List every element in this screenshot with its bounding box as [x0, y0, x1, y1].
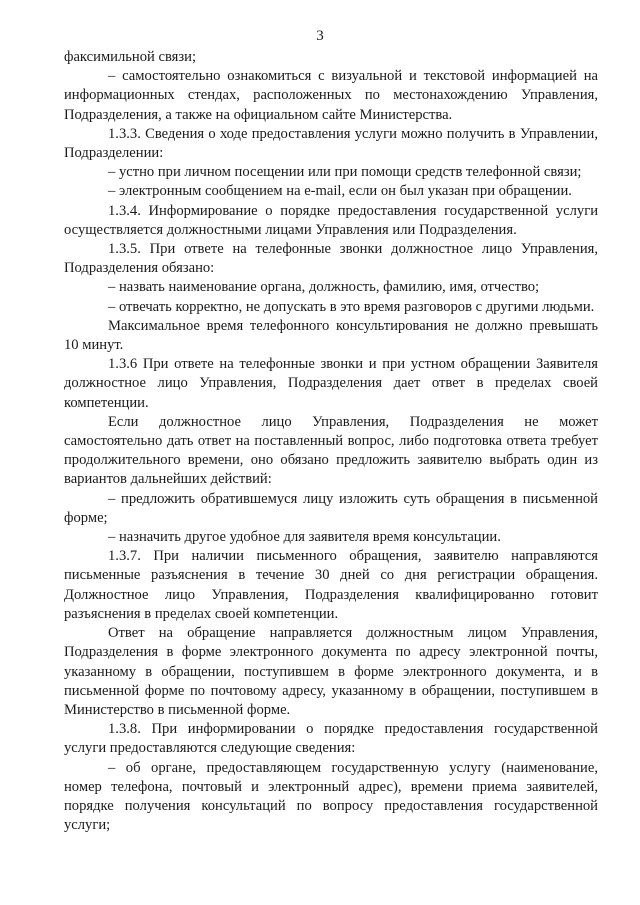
paragraph: 1.3.3. Сведения о ходе предоставления услуги можно получить в Управлении, Подразделении: [64, 125, 598, 162]
paragraph: Если должностное лицо Управления, Подразделения не может самостоятельно дать ответ на поставленный вопрос, либо подготовка ответа требует продолжительного времени, оно обязано предложить заявителю выбрать один из вариантов дальнейших действий: [64, 413, 598, 488]
paragraph: 1.3.5. При ответе на телефонные звонки должностное лицо Управления, Подразделения обязано: [64, 241, 598, 277]
paragraph: Максимальное время телефонного консультирования не должно превышать 10 минут. [64, 317, 598, 354]
paragraph: 1.3.7. При наличии письменного обращения, заявителю направляются письменные разъяснения в течение 30 дней со дня регистрации обращения. Должностное лицо Управления, Подразделения квалифицированно готовит разъяснения в пределах своей компетенции. [64, 548, 598, 622]
paragraph: – устно при личном посещении или при помощи средств телефонной связи; [108, 164, 582, 181]
paragraph: 1.3.8. При информировании о порядке предоставления государственной услуги предоставляются следующие сведения: [64, 721, 598, 757]
paragraph: 1.3.6 При ответе на телефонные звонки и при устном обращении Заявителя должностное лицо Управления, Подразделения дает ответ в пределах своей компетенции. [64, 356, 598, 411]
paragraph: Ответ на обращение направляется должностным лицом Управления, Подразделения в форме электронного документа по адресу электронной почты, указанному в обращении, поступившем в форме электронного документа, и в письменной форме по почтовому адресу, указанному в обращении, поступившем в Министерство в письменной форме. [64, 625, 598, 718]
paragraph: – об органе, предоставляющем государственную услугу (наименование, номер телефона, почтовый и электронный адрес), времени приема заявителей, порядке получения консультаций по вопросу предоставления государственной услуги; [64, 759, 598, 834]
paragraph: – отвечать корректно, не допускать в это время разговоров с другими людьми. [108, 298, 595, 315]
page-number: 3 [316, 28, 324, 44]
paragraph: – назначить другое удобное для заявителя время консультации. [108, 529, 501, 546]
paragraph: – электронным сообщением на e-mail, если он был указан при обращении. [108, 183, 572, 200]
document-body [64, 48, 598, 835]
paragraph: 1.3.4. Информирование о порядке предоставления государственной услуги осуществляется должностными лицами Управления или Подразделения. [64, 202, 598, 238]
paragraph: – самостоятельно ознакомиться с визуальной и текстовой информацией на информационных стендах, расположенных по местонахождению Управления, Подразделения, а также на официальном сайте Министерства. [64, 68, 598, 123]
paragraph: факсимильной связи; [64, 49, 197, 65]
paragraph: – назвать наименование органа, должность, фамилию, имя, отчество; [108, 279, 540, 296]
paragraph: – предложить обратившемуся лицу изложить суть обращения в письменной форме; [64, 490, 598, 526]
